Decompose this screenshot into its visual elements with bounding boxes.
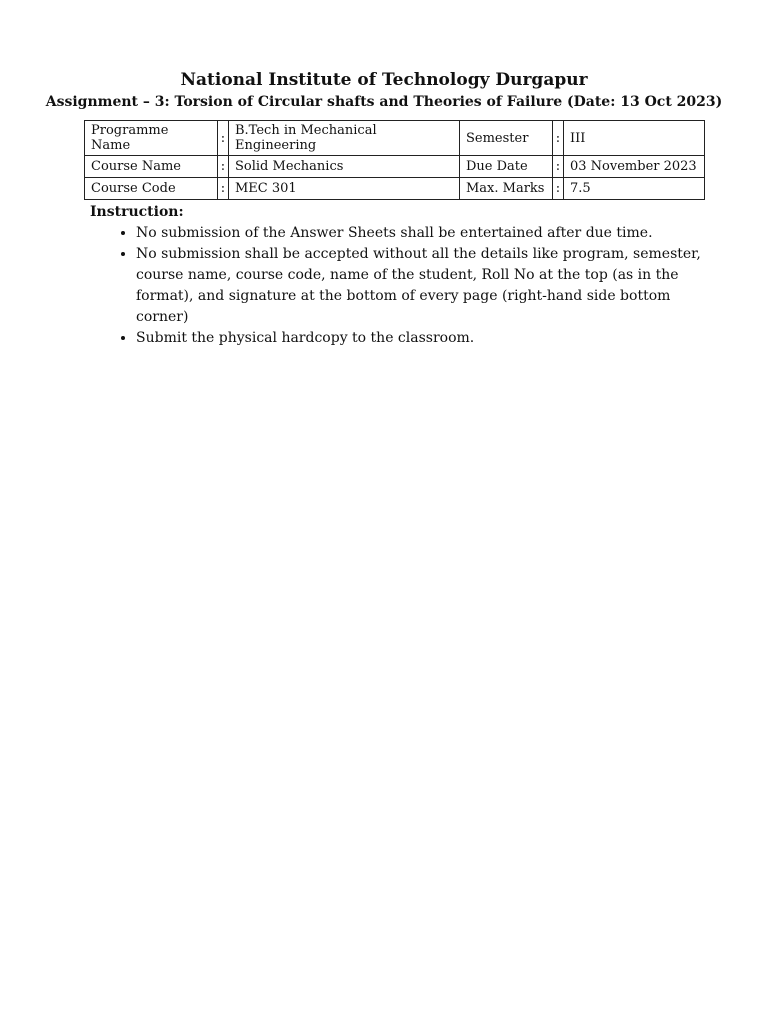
table-row (85, 156, 705, 178)
table-cell: Due Date (460, 156, 553, 178)
table-cell: Programme Name (85, 121, 218, 156)
list-item: • No submission shall be accepted without all the details like program, semester, course name, course code, name of the student, Roll No at the top (as in the format), and signature at the bottom of every page (right-hand side bottom corner) (136, 244, 701, 328)
table-cell: B.Tech in Mechanical Engineering (229, 121, 460, 156)
table-cell: : (553, 178, 564, 200)
assignment-subtitle: Assignment – 3: Torsion of Circular shafts and Theories of Failure (Date: 13 Oct 2023) (45, 94, 723, 110)
table-cell: MEC 301 (229, 178, 460, 200)
table-cell: 7.5 (564, 178, 705, 200)
table-row (85, 121, 705, 156)
table-cell: 03 November 2023 (564, 156, 705, 178)
instruction-list (116, 223, 701, 349)
institute-title: National Institute of Technology Durgapur (180, 70, 588, 90)
course-info-table (84, 120, 705, 200)
table-row (85, 178, 705, 200)
table-cell: : (218, 121, 229, 156)
table-cell: : (218, 156, 229, 178)
table-cell: Semester (460, 121, 553, 156)
instruction-label: Instruction: (90, 204, 184, 220)
list-item: • Submit the physical hardcopy to the classroom. (136, 328, 701, 349)
table-cell: III (564, 121, 705, 156)
table-cell: : (553, 156, 564, 178)
table-cell: Course Name (85, 156, 218, 178)
table-cell: Course Code (85, 178, 218, 200)
table-cell: Max. Marks (460, 178, 553, 200)
list-item: • No submission of the Answer Sheets shall be entertained after due time. (136, 223, 701, 244)
table-cell: : (218, 178, 229, 200)
table-cell: : (553, 121, 564, 156)
table-cell: Solid Mechanics (229, 156, 460, 178)
